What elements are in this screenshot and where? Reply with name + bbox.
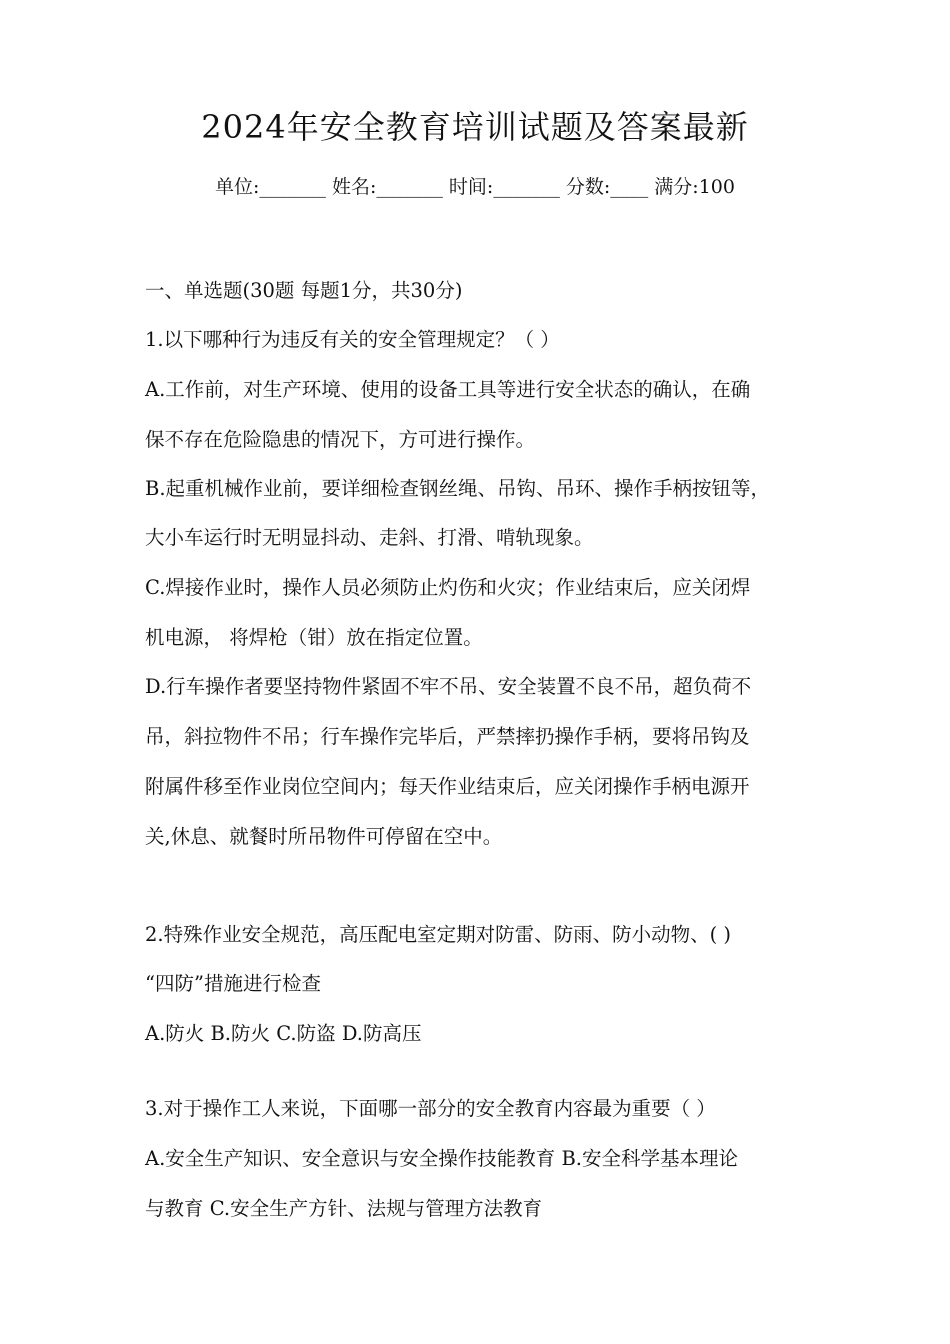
question-2-stem: 2.特殊作业安全规范，高压配电室定期对防雷、防雨、防小动物、( ): [145, 923, 732, 946]
question-1-stem: 1.以下哪种行为违反有关的安全管理规定？（ ）: [145, 328, 560, 351]
document-title: 2024年安全教育培训试题及答案最新: [201, 108, 749, 146]
section-heading: 一、单选题(30题 每题1分，共30分): [145, 279, 463, 302]
question-3-options: A.安全生产知识、安全意识与安全操作技能教育 B.安全科学基本理论: [145, 1147, 739, 1170]
document-meta-line: 单位:_______ 姓名:_______ 时间:_______ 分数:____ 满分:100: [215, 176, 735, 198]
question-1-option-c-cont: 机电源， 将焊枪（钳）放在指定位置。: [145, 626, 483, 649]
question-1-option-d-cont-1: 吊，斜拉物件不吊；行车操作完毕后，严禁摔扔操作手柄，要将吊钩及: [145, 725, 750, 748]
question-2-stem-cont: “四防”措施进行检查: [145, 972, 321, 995]
question-1-option-c: C.焊接作业时，操作人员必须防止灼伤和火灾；作业结束后，应关闭焊: [145, 576, 751, 599]
question-1-option-a-cont: 保不存在危险隐患的情况下，方可进行操作。: [145, 428, 536, 451]
question-2-options: A.防火 B.防火 C.防盗 D.防高压: [145, 1022, 422, 1045]
question-1-option-d: D.行车操作者要坚持物件紧固不牢不吊、安全装置不良不吊，超负荷不: [145, 675, 752, 698]
question-1-option-b-cont: 大小车运行时无明显抖动、走斜、打滑、啃轨现象。: [145, 526, 594, 549]
question-3-stem: 3.对于操作工人来说，下面哪一部分的安全教育内容最为重要（ ）: [145, 1097, 716, 1120]
question-1-option-d-cont-2: 附属件移至作业岗位空间内；每天作业结束后，应关闭操作手柄电源开: [145, 775, 750, 798]
question-1-option-a: A.工作前，对生产环境、使用的设备工具等进行安全状态的确认，在确: [145, 378, 751, 401]
question-3-options-cont: 与教育 C.安全生产方针、法规与管理方法教育: [145, 1197, 543, 1220]
question-1-option-d-cont-3: 关,休息、就餐时所吊物件可停留在空中。: [145, 825, 503, 848]
question-1-option-b: B.起重机械作业前，要详细检查钢丝绳、吊钩、吊环、操作手柄按钮等，: [145, 477, 771, 500]
